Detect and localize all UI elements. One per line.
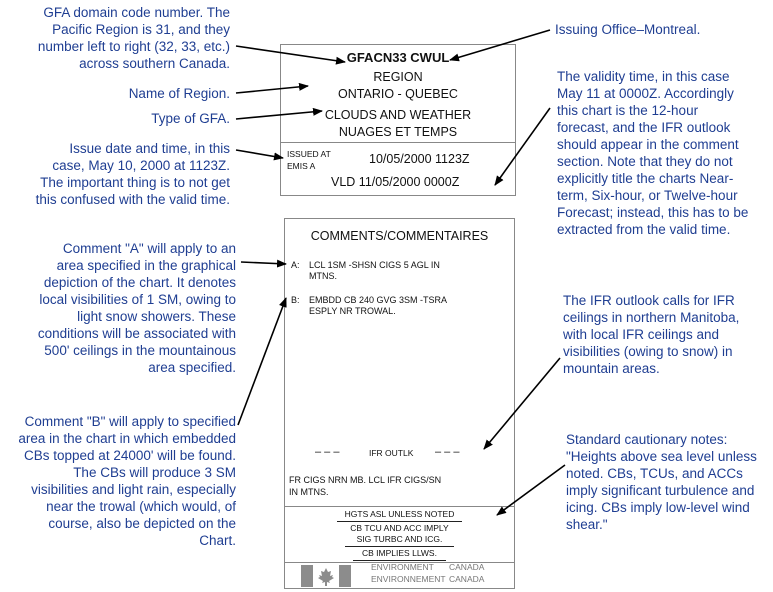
comment-b-label: B:	[291, 295, 300, 305]
note-issuing-office: Issuing Office–Montreal.	[555, 22, 701, 37]
note-region-name: Name of Region.	[128, 86, 230, 101]
note-comment-a: Comment "A" will apply to an area specified in the graphical depiction of the chart. It denotes local visibilities of 1 SM, owing to light snow showers. These conditions will be associated with 500' ceilings in the mountainous area specified.	[37, 241, 236, 375]
note-issue-date: Issue date and time, in this case, May 10, 2000 at 1123Z. The important thing is to not get this confused with the valid time.	[35, 141, 230, 207]
note-validity: The validity time, in this case May 11 at 0000Z. Accordingly this chart is the 12-hour forecast, and the IFR outlook should appear in the comment section. Note that they do not explicitly title the charts Near- term, Six-hour, or Twelve-hour Forecast; instead, this has to be extracted from the valid time.	[557, 69, 749, 237]
env-fr-2: CANADA	[449, 574, 485, 584]
ifr-dash-left: – – –	[315, 446, 340, 458]
note-domain-code: GFA domain code number. The Pacific Region is 31, and they number left to right (32, 33, etc.) across southern Canada.	[37, 5, 230, 71]
arrow-ifr-outlook	[484, 358, 560, 449]
note-gfa-type: Type of GFA.	[151, 111, 230, 126]
env-fr-1: ENVIRONNEMENT	[371, 574, 446, 584]
caution-line-1: HGTS ASL UNLESS NOTED	[344, 509, 455, 519]
gfa-code: GFACN33 CWUL	[346, 50, 450, 65]
issued-label-en: ISSUED AT	[287, 149, 331, 159]
env-en-1: ENVIRONMENT	[371, 562, 434, 572]
gfa-type-fr: NUAGES ET TEMPS	[338, 125, 458, 139]
arrow-comment-b	[238, 298, 286, 425]
region-label: REGION	[373, 70, 423, 84]
arrow-gfa-type	[236, 111, 322, 119]
note-comment-b: Comment "B" will apply to specified area in the chart in which embedded CBs topped at 24000' will be found. The CBs will produce 3 SM visibilities and light rain, especially near the trowal (which would, of course, also be depicted on the Chart.	[18, 414, 236, 548]
arrow-validity	[495, 108, 550, 185]
issued-label-fr: EMIS A	[287, 161, 316, 171]
arrow-region-name	[236, 86, 308, 93]
comment-a-line2: MTNS.	[309, 271, 337, 281]
arrow-cautionary	[497, 465, 565, 515]
ifr-outlook-label: IFR OUTLK	[369, 448, 414, 458]
issued-value: 10/05/2000 1123Z	[369, 152, 470, 166]
comment-a-line1: LCL 1SM -SHSN CIGS 5 AGL IN	[309, 260, 440, 270]
caution-line-3: SIG TURBC AND ICG.	[356, 534, 443, 544]
arrow-domain-code	[236, 46, 345, 62]
ifr-dash-right: – – –	[435, 446, 460, 458]
region-name: ONTARIO - QUEBEC	[338, 87, 458, 101]
comments-title: COMMENTS/COMMENTAIRES	[310, 229, 489, 243]
valid-value: VLD 11/05/2000 0000Z	[331, 175, 460, 189]
arrow-comment-a	[241, 262, 286, 264]
ifr-line1: FR CIGS NRN MB. LCL IFR CIGS/SN	[289, 475, 442, 485]
arrow-issue-date	[236, 150, 283, 158]
note-cautionary: Standard cautionary notes: "Heights above sea level unless noted. CBs, TCUs, and ACCs imply significant turbulence and icing. CBs imply low-level wind shear."	[566, 432, 757, 532]
caution-line-2: CB TCU AND ACC IMPLY	[350, 523, 449, 533]
arrow-issuing-office	[450, 30, 550, 60]
gfa-type-en: CLOUDS AND WEATHER	[324, 108, 472, 122]
note-ifr-outlook: The IFR outlook calls for IFR ceilings in northern Manitoba, with local IFR ceilings and visibilities (owing to snow) in mountain areas.	[563, 293, 740, 376]
comment-a-label: A:	[291, 260, 300, 270]
comment-b-line2: ESPLY NR TROWAL.	[309, 306, 396, 316]
ifr-line2: IN MTNS.	[289, 487, 329, 497]
env-en-2: CANADA	[449, 562, 485, 572]
caution-line-4: CB IMPLIES LLWS.	[362, 548, 437, 558]
comment-b-line1: EMBDD CB 240 GVG 3SM -TSRA	[309, 295, 448, 305]
